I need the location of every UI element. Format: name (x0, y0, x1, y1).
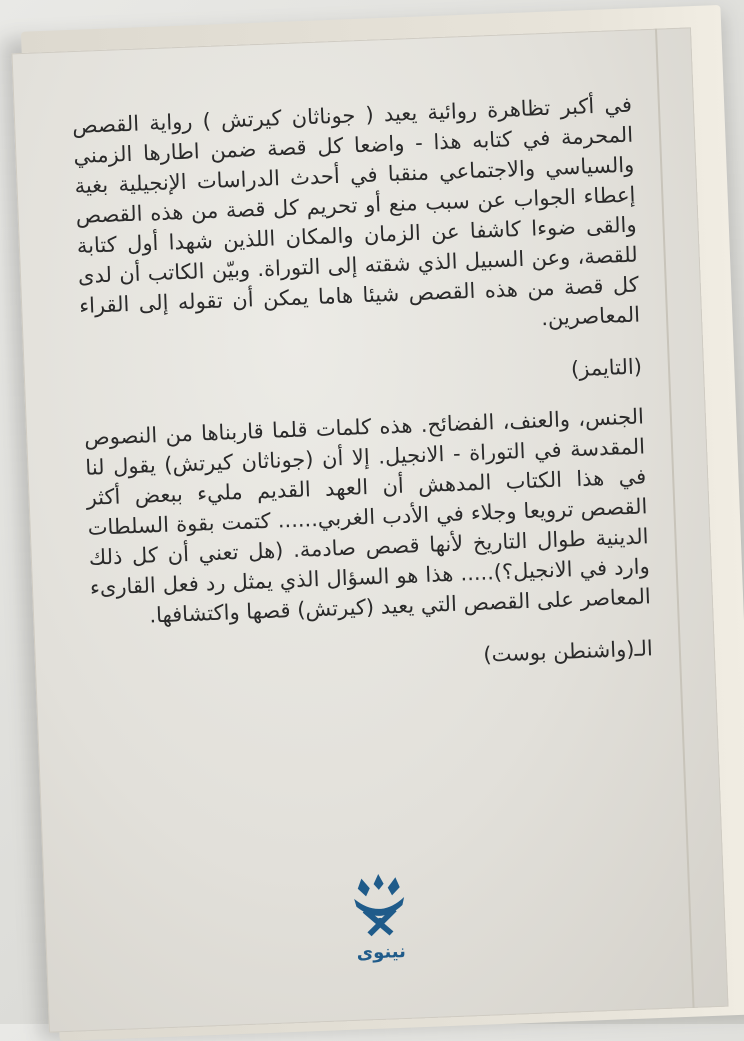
review-block-2 (84, 401, 654, 684)
publisher-name: نينوى (356, 940, 407, 964)
cover-fold-line (655, 29, 695, 1008)
book-back-cover (11, 27, 728, 1032)
publisher-logo (343, 869, 417, 972)
review-block-1 (72, 90, 643, 403)
review-source-1: (التايمز) (570, 354, 643, 382)
publisher-logo-icon (343, 869, 416, 944)
review-paragraph-2: الجنس، والعنف، الفضائح. هذه كلمات قلما قاربناها من النصوص المقدسة في التوراة - الانجيل. إلا أن (جوناثان كيرتش) يقول لنا في هذا الكتاب المدهش أن العهد القديم مليء ببعض أكثر القصص ترويعا وجلاء في الأدب الغربي...... كتمت بقوة السلطات الدينية طوال التاريخ لأنها قصص صادمة. (هل تعني أن كل ذلك وارد في الانجيل؟)..... هذا هو السؤال الذي يمثل رد فعل القارىء المعاصر على القصص التي يعيد (كيرتش) قصها واكتشافها. (83, 404, 652, 628)
review-paragraph-1: في أكبر تظاهرة روائية يعيد ( جوناثان كيرتش ) رواية القصص المحرمة في كتابه هذا - واضعا كل قصة ضمن اطارها الزمني والسياسي والاجتماعي منقبا في أحدث الدراسات الإنجيلية بغية إعطاء الجواب عن سبب منع أو تحريم كل قصة من هذه القصص والقى ضوءا كاشفا عن الزمان والمكان اللذين شهدا أول كتابة للقصة، وعن السبيل الذي شقته إلى التوراة. وبيّن الكاتب أن لدى كل قصة من هذه القصص شيئا هاما يمكن أن تقوله إلى القراء المعاصرين. (71, 92, 641, 331)
review-source-2: الـ(واشنطن بوست) (482, 636, 654, 667)
